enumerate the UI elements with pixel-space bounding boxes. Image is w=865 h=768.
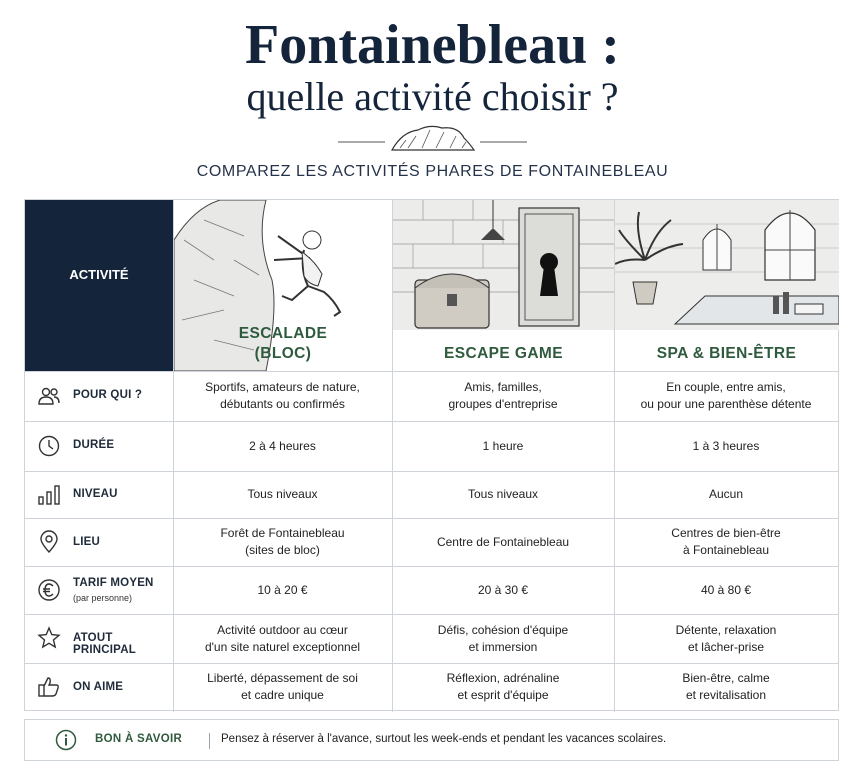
row-sublabel-text: (par personne) [73,593,133,603]
cell-atout-escalade: Activité outdoor au cœur d'un site naturel exceptionnel [204,622,361,654]
row-label-on-aime [25,663,173,711]
bars-level-icon [37,483,61,507]
cell-duree-escape: 1 heure [482,438,524,453]
page-title-line2: quelle activité choisir ? [246,74,619,119]
star-icon [37,626,61,650]
page-title-line1: Fontainebleau : [245,14,620,76]
row-label-text: TARIF MOYEN [73,577,154,589]
cell-pour-qui-spa: En couple, entre amis, ou pour une parenthèse détente [640,380,812,411]
column-header-spa [614,200,838,371]
page-subtitle: COMPAREZ LES ACTIVITÉS PHARES DE FONTAINEBLEAU [196,163,669,180]
row-label-pour-qui [25,371,173,421]
euro-icon [37,578,61,602]
row-label-niveau [25,471,173,518]
location-pin-icon [37,530,61,554]
row-label-text: ON AIME [73,681,124,693]
cell-tarif-escalade: 10 à 20 € [257,582,308,597]
row-label-text: ATOUT PRINCIPAL [73,632,136,656]
row-label-text: LIEU [73,536,100,548]
tip-separator [209,733,210,749]
people-icon [37,384,61,408]
cell-lieu-escalade: Forêt de Fontainebleau (sites de bloc) [220,526,345,557]
cell-atout-escape: Défis, cohésion d'équipe et immersion [437,622,569,654]
cell-pour-qui-escalade: Sportifs, amateurs de nature, débutants ou confirmés [205,380,360,411]
cell-lieu-escape: Centre de Fontainebleau [436,534,570,549]
cell-on-aime-escalade: Liberté, dépassement de soi et cadre unique [207,671,358,702]
cell-duree-spa: 1 à 3 heures [692,438,760,453]
clock-icon [37,434,61,458]
column-title-escalade-line1: ESCALADE [238,325,328,342]
row-label-duree [25,421,173,471]
column-header-escape-game [392,200,614,371]
row-label-atout [25,614,173,663]
cell-on-aime-spa: Bien-être, calme et revitalisation [682,671,770,702]
cell-niveau-escalade: Tous niveaux [247,487,318,501]
row-label-text: POUR QUI ? [73,389,143,401]
corner-header-label: ACTIVITÉ [69,267,129,282]
info-icon [55,729,77,751]
column-title-escape-game: ESCAPE GAME [444,345,563,362]
column-title-escalade-line2: (BLOC) [254,345,312,362]
corner-header [25,200,173,371]
thumbs-up-icon [37,675,61,699]
tip-box [24,719,839,761]
row-label-tarif [25,566,173,614]
cell-lieu-spa: Centres de bien-être à Fontainebleau [671,526,781,557]
rock-ornament-icon [330,120,535,156]
tip-label: BON À SAVOIR [95,733,183,745]
comparison-table [24,199,839,711]
column-title-spa: SPA & BIEN-ÊTRE [656,345,797,362]
cell-niveau-escape: Tous niveaux [467,487,539,501]
column-header-escalade [173,200,392,371]
cell-on-aime-escape: Réflexion, adrénaline et esprit d'équipe [446,671,560,702]
cell-tarif-escape: 20 à 30 € [477,582,529,597]
cell-niveau-spa: Aucun [708,487,744,501]
cell-pour-qui-escape: Amis, familles, groupes d'entreprise [448,380,558,411]
row-label-text: DURÉE [73,439,115,451]
tip-text: Pensez à réserver à l'avance, surtout les week-ends et pendant les vacances scolaires. [221,733,667,745]
cell-tarif-spa: 40 à 80 € [700,582,752,597]
cell-duree-escalade: 2 à 4 heures [249,438,316,453]
row-label-text: NIVEAU [73,488,118,500]
row-label-lieu [25,518,173,566]
cell-atout-spa: Détente, relaxation et lâcher-prise [675,622,777,654]
